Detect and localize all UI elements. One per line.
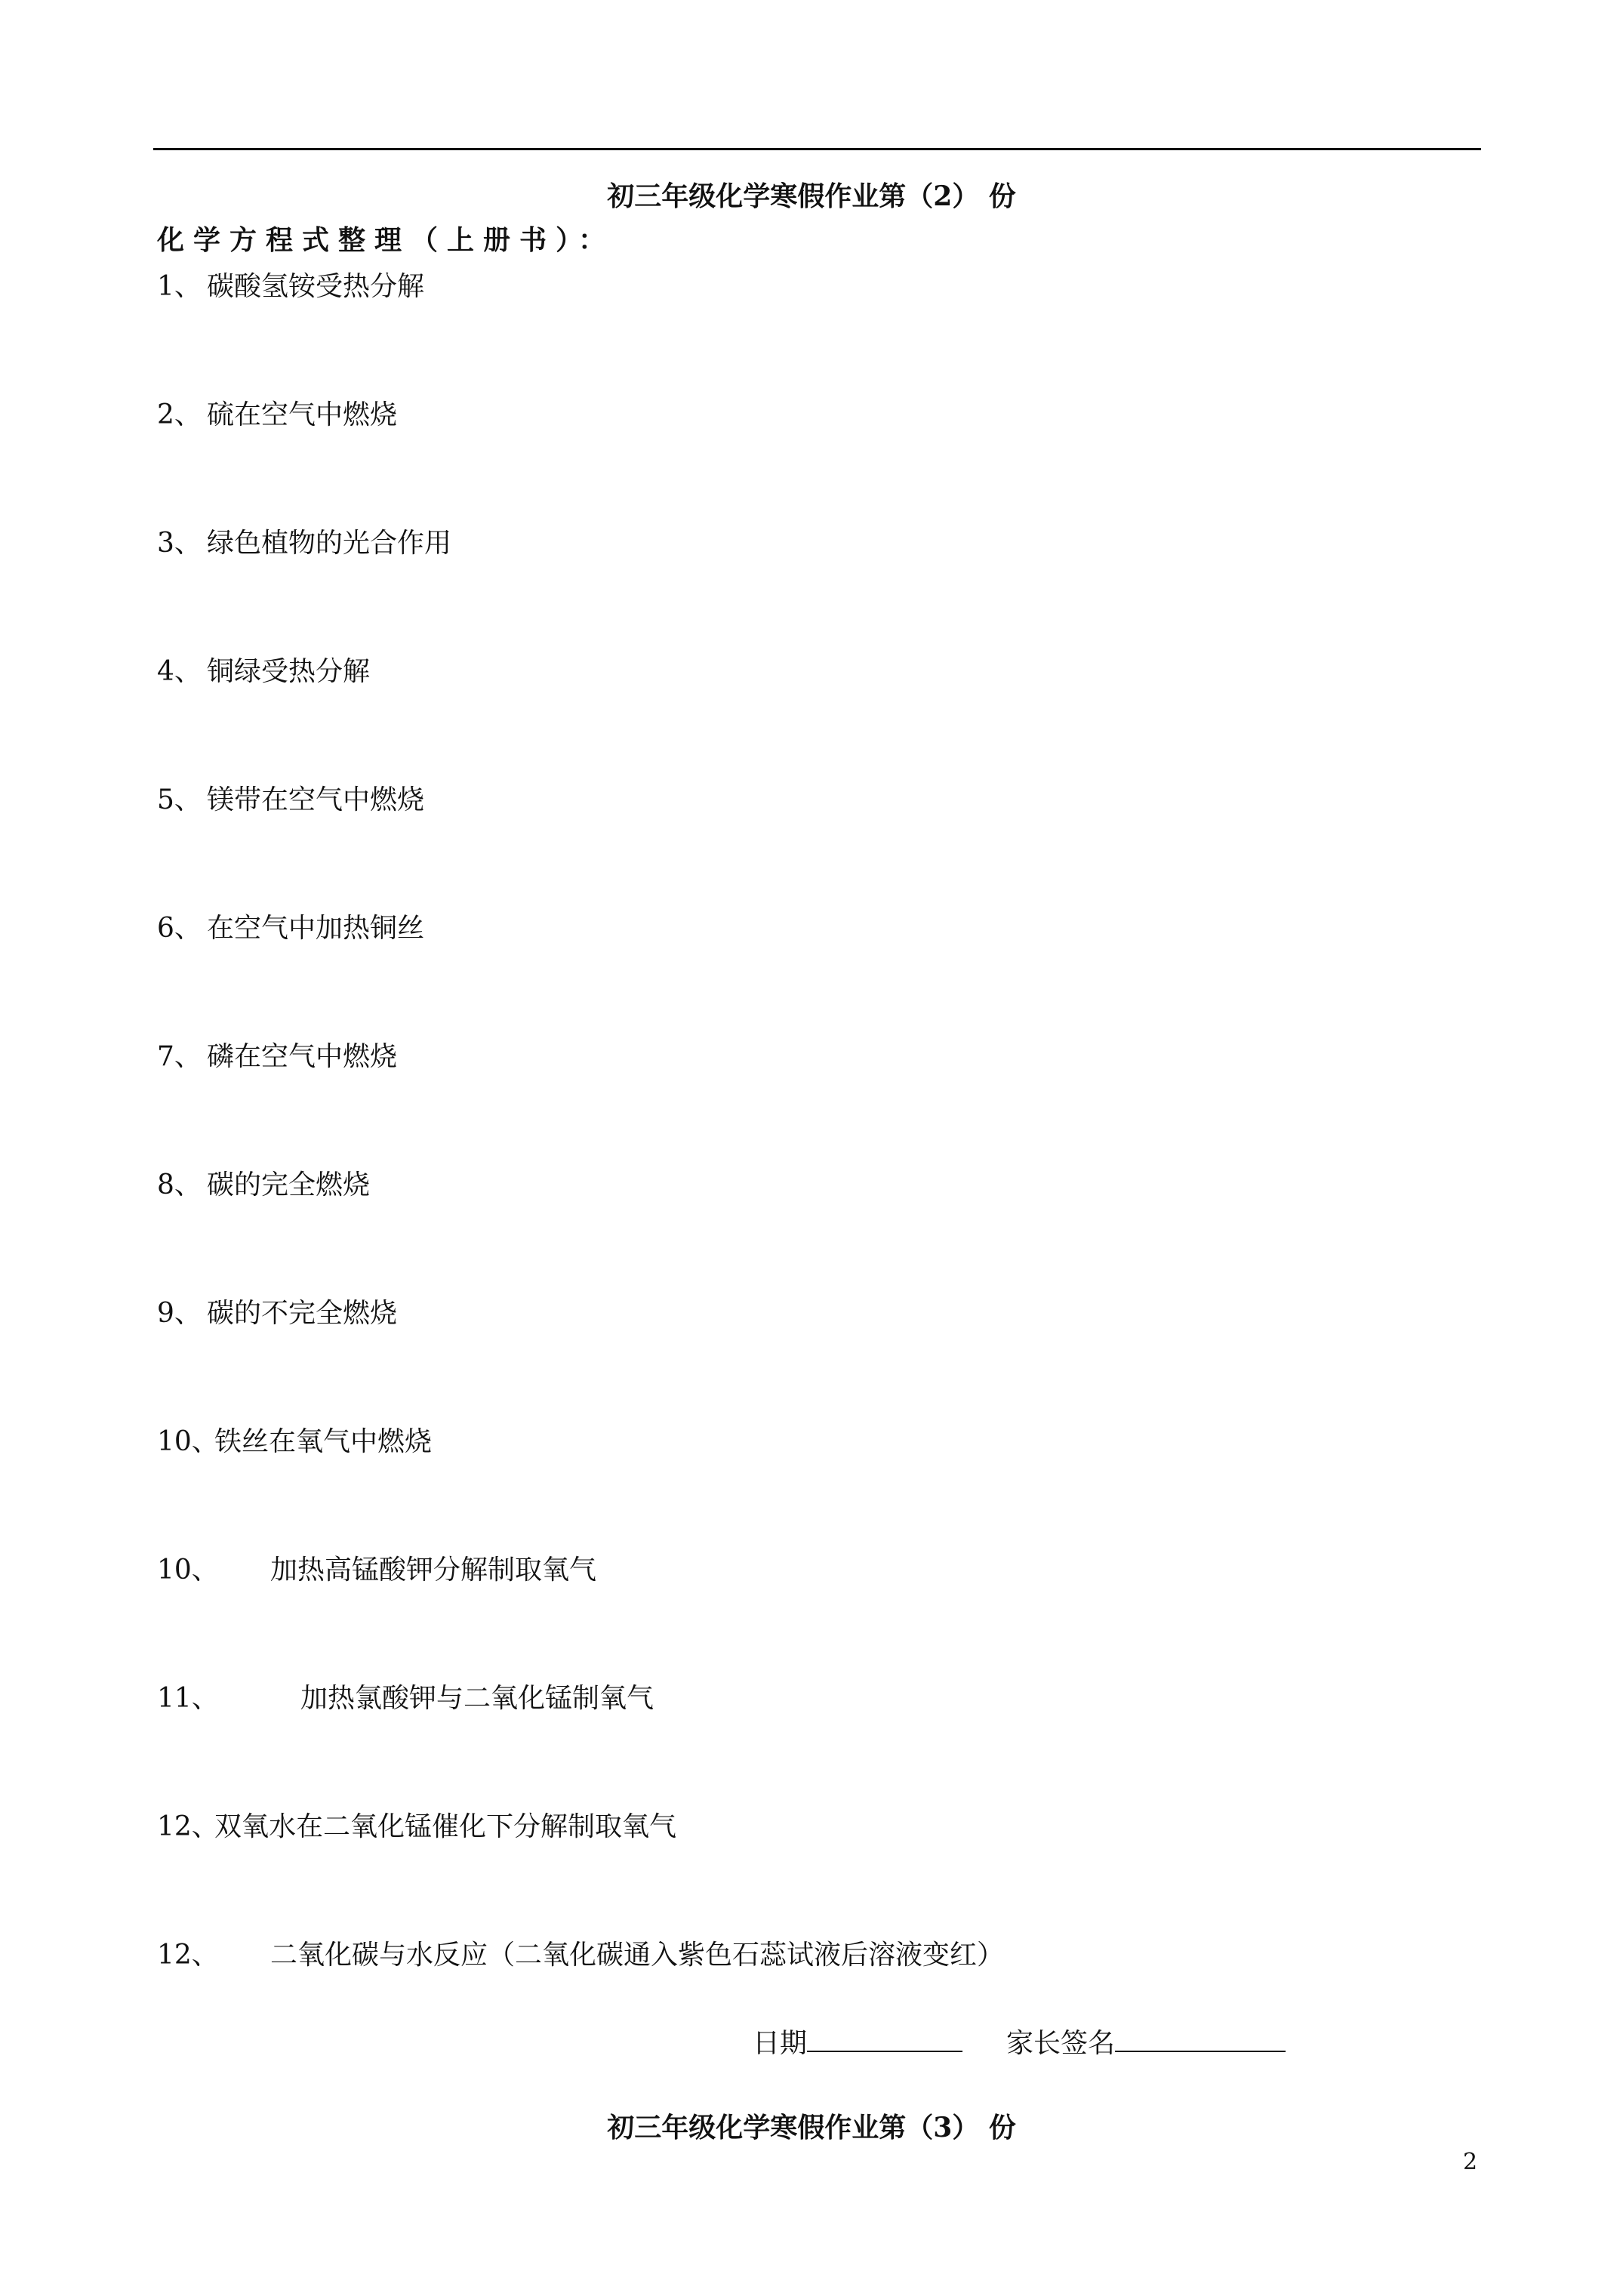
parent-signature-label: 家长签名: [1006, 2028, 1116, 2059]
item-text: 二氧化碳与水反应（二氧化碳通入紫色石蕊试液后溶液变红）: [270, 1940, 1005, 1971]
item-number: 3、: [157, 528, 202, 559]
signature-row: [753, 2023, 1286, 2060]
date-label: 日期: [753, 2028, 808, 2059]
item-text: 碳酸氢铵受热分解: [207, 271, 425, 302]
item-number: 7、: [157, 1041, 202, 1072]
equation-item: [157, 1297, 397, 1330]
item-text: 碳的不完全燃烧: [207, 1298, 398, 1329]
item-number: 6、: [157, 913, 202, 944]
parent-signature-blank-field[interactable]: [1115, 2023, 1286, 2052]
equation-item: [157, 1811, 676, 1844]
item-number: 5、: [157, 784, 202, 815]
item-number: 2、: [157, 399, 202, 430]
header-rule: [153, 148, 1481, 150]
item-text: 在空气中加热铜丝: [207, 913, 425, 944]
equation-item: [157, 655, 370, 689]
equation-item: [157, 270, 424, 304]
item-number: 4、: [157, 656, 202, 687]
item-number: 1、: [157, 271, 202, 302]
item-number: 12、: [157, 1940, 219, 1971]
item-text: 磷在空气中燃烧: [207, 1041, 398, 1072]
equation-item: [157, 1425, 432, 1459]
item-text: 镁带在空气中燃烧: [207, 784, 425, 815]
equation-item: [157, 1169, 370, 1202]
item-text: 加热氯酸钾与二氧化锰制氧气: [300, 1683, 654, 1714]
item-number: 10、: [157, 1555, 219, 1586]
equation-item: [157, 527, 451, 560]
item-text: 加热高锰酸钾分解制取氧气: [270, 1555, 597, 1586]
item-text: 铁丝在氧气中燃烧: [214, 1426, 433, 1457]
item-text: 双氧水在二氧化锰催化下分解制取氧气: [214, 1811, 677, 1842]
date-blank-field[interactable]: [807, 2023, 962, 2052]
equation-item: [157, 1939, 1004, 1972]
item-text: 绿色植物的光合作用: [207, 528, 452, 559]
equation-item: [157, 399, 397, 432]
equation-item: [157, 1554, 596, 1587]
equation-item: [157, 1040, 397, 1074]
item-number: 8、: [157, 1170, 202, 1200]
equation-item: [157, 912, 424, 945]
item-number: 12、: [157, 1811, 219, 1842]
equation-item: [157, 784, 424, 817]
assignment-title-part-3: 初三年级化学寒假作业第（3） 份: [607, 2112, 1016, 2143]
section-heading: 化学方程式整理（上册书）：: [157, 224, 615, 256]
page-number: 2: [1463, 2149, 1478, 2175]
item-number: 10、: [157, 1426, 219, 1457]
equation-item: [157, 1682, 654, 1715]
item-number: 9、: [157, 1298, 202, 1329]
item-number: 11、: [157, 1683, 219, 1714]
item-text: 铜绿受热分解: [207, 656, 371, 687]
item-text: 碳的完全燃烧: [207, 1170, 371, 1200]
item-text: 硫在空气中燃烧: [207, 399, 398, 430]
assignment-title-part-2: 初三年级化学寒假作业第（2） 份: [607, 180, 1016, 212]
